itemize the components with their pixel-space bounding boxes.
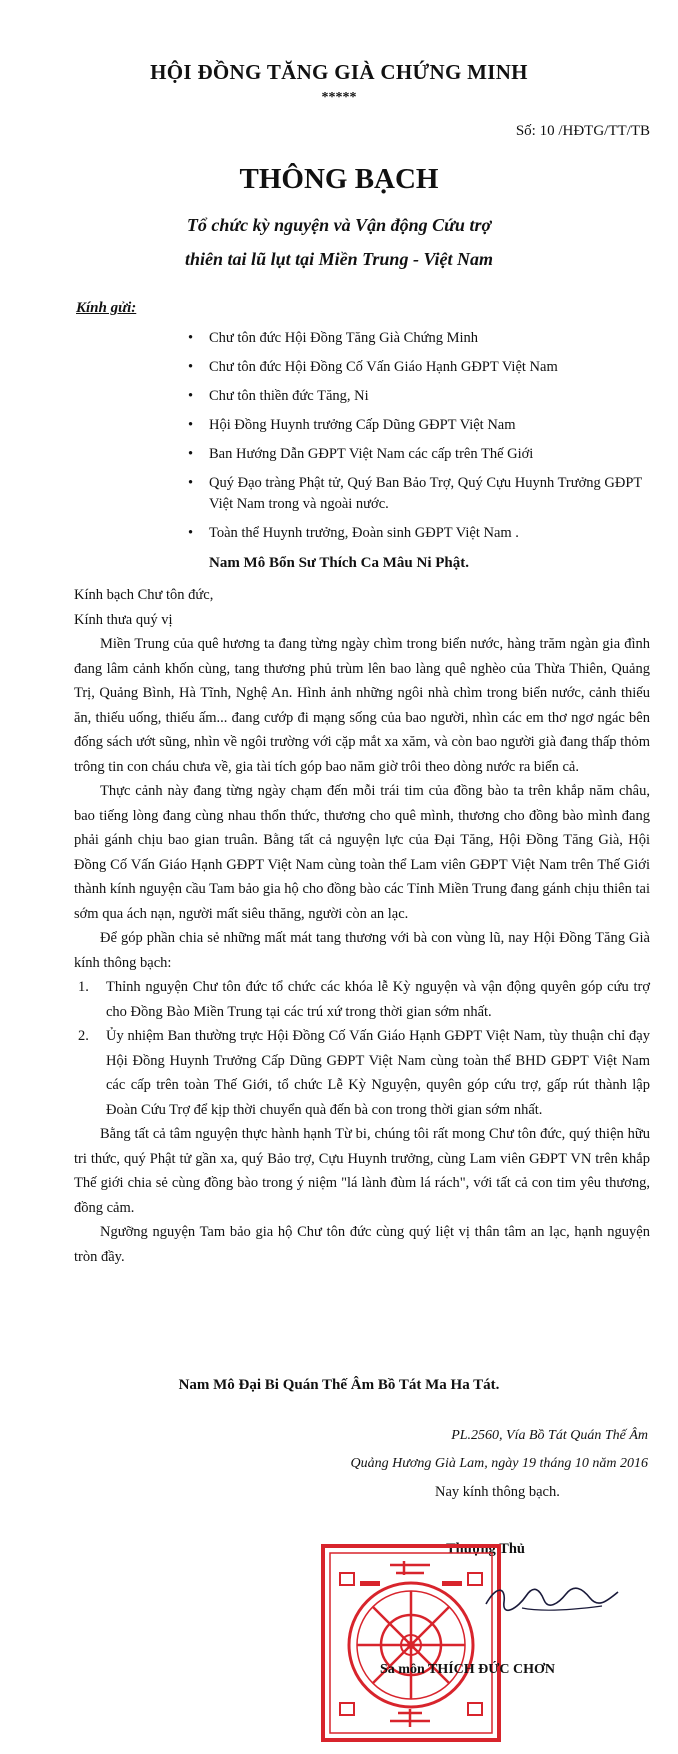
item-text: Thỉnh nguyện Chư tôn đức tổ chức các khóa lễ Kỳ nguyện và vận động quyên góp cứu trợ cho Đồng Bào Miền Trung tại các trú xứ trong thời gian sớm nhất. bbox=[106, 979, 650, 1020]
document-title: THÔNG BẠCH bbox=[239, 163, 439, 195]
document-subtitle-line1: Tổ chức kỳ nguyện và Vận động Cứu trợ bbox=[186, 215, 492, 235]
body-paragraph: Thực cảnh này đang từng ngày chạm đến mỗi trái tim của đồng bào ta trên khắp năm châu, bao tiếng lòng đang cùng nhau thổn thức, thương cho quê mình, thương cho đồng bào mình đang phải gánh chịu bao gian truân. Bằng tất cả nguyện lực của Đại Tăng, Hội Đồng Tăng Già, Hội Đồng Cố Vấn Giáo Hạnh GĐPT Việt Nam cùng toàn thể Lam viên GĐPT Việt Nam trên Thế Giới thành kính nguyện cầu Tam bảo gia hộ cho đồng bào các Tỉnh Miền Trung đang gánh chịu thiên tai sớm qua ách nạn, người mất siêu thăng, người còn an lạc. bbox=[74, 783, 650, 922]
greeting-line: Kính bạch Chư tôn đức, bbox=[74, 587, 214, 603]
body-paragraph: Bằng tất cả tâm nguyện thực hành hạnh Từ bi, chúng tôi rất mong Chư tôn đức, quý thiện hữu tri thức, quý Phật tử gần xa, quý Bảo trợ, Cựu Huynh trưởng, cùng Lam viên GĐPT VN trên khắp Thế giới chia sẻ cùng đồng bào trong ý niệm "lá lành đùm lá rách", với tất cả con tim yêu thương, đồng cảm. bbox=[74, 1126, 650, 1216]
recipient-item: • Toàn thể Huynh trưởng, Đoàn sinh GĐPT Việt Nam . bbox=[188, 523, 648, 544]
numbered-item bbox=[74, 1024, 650, 1122]
closing-note: Nay kính thông bạch. bbox=[435, 1484, 560, 1500]
numbered-list bbox=[74, 975, 650, 1122]
closing-invocation: Nam Mô Đại Bi Quán Thế Âm Bồ Tát Ma Ha Tát. bbox=[178, 1377, 500, 1393]
date-line-place: Quảng Hương Già Lam, ngày 19 tháng 10 năm 2016 bbox=[350, 1456, 648, 1471]
recipient-item: • Quý Đạo tràng Phật tử, Quý Ban Bảo Trợ, Quý Cựu Huynh Trưởng GĐPT Việt Nam trong và ngoài nước. bbox=[188, 473, 648, 515]
letter-body bbox=[74, 583, 650, 1269]
numbered-item bbox=[74, 975, 650, 1024]
item-number: 2. bbox=[78, 1028, 89, 1044]
date-line-calendar: PL.2560, Vía Bồ Tát Quán Thế Âm bbox=[451, 1428, 648, 1443]
recipients-label: Kính gửi: bbox=[76, 300, 137, 316]
body-paragraph: Miền Trung của quê hương ta đang từng ngày chìm trong biển nước, hàng trăm ngàn gia đình đang lâm cảnh khốn cùng, tang thương phủ trùm lên bao làng quê nghèo của Thừa Thiên, Quảng Trị, Quảng Bình, Hà Tĩnh, Nghệ An. Hình ảnh những ngôi nhà chìm trong biển nước, cảnh thiếu ăn, thiếu uống, thiếu ấm... đang cướp đi mạng sống của bao người, nhìn các em thơ ngơ ngác bên đống sách ướt sũng, nhìn về ngôi trường với cặp mắt xa xăm, và còn bao người già đang thấp thỏm trông tin con cháu chưa về, gia tài tích góp bao năm giờ trôi theo dòng nước ra biển cả. bbox=[74, 636, 650, 775]
red-seal-stamp bbox=[320, 1543, 502, 1743]
recipient-item: • Chư tôn đức Hội Đồng Cố Vấn Giáo Hạnh GĐPT Việt Nam bbox=[188, 357, 648, 378]
header-separator: ***** bbox=[321, 90, 357, 105]
document-subtitle-line2: thiên tai lũ lụt tại Miền Trung - Việt Nam bbox=[185, 249, 493, 269]
recipients-list bbox=[188, 328, 648, 552]
body-paragraph: Để góp phần chia sẻ những mất mát tang thương với bà con vùng lũ, nay Hội Đồng Tăng Già kính thông bạch: bbox=[74, 930, 650, 971]
handwritten-signature bbox=[482, 1578, 622, 1618]
item-text: Ủy nhiệm Ban thường trực Hội Đồng Cố Vấn Giáo Hạnh GĐPT Việt Nam, tùy thuận chỉ đạy Hội Đồng Huynh Trưởng Cấp Dũng GĐPT Việt Nam cùng toàn thể BHD GĐPT Việt Nam các cấp trên toàn Thế Giới, tổ chức Lễ Kỳ Nguyện, quyên góp cứu trợ, gấp rút thành lập Đoàn Cứu Trợ để kịp thời chuyển quà đến bà con trong thời gian sớm nhất. bbox=[106, 1028, 650, 1118]
recipient-item: • Chư tôn thiền đức Tăng, Ni bbox=[188, 386, 648, 407]
item-number: 1. bbox=[78, 979, 89, 995]
organization-header: HỘI ĐỒNG TĂNG GIÀ CHỨNG MINH bbox=[150, 60, 528, 84]
body-paragraph: Ngưỡng nguyện Tam bảo gia hộ Chư tôn đức cùng quý liệt vị thân tâm an lạc, hạnh nguyện tròn đầy. bbox=[74, 1224, 650, 1265]
recipient-item: • Ban Hướng Dẫn GĐPT Việt Nam các cấp trên Thế Giới bbox=[188, 444, 648, 465]
signer-role: Thượng Thủ bbox=[446, 1541, 525, 1557]
signer-name: Sa môn THÍCH ĐỨC CHƠN bbox=[380, 1662, 556, 1677]
document-number: Số: 10 /HĐTG/TT/TB bbox=[515, 123, 650, 139]
salutation: Nam Mô Bổn Sư Thích Ca Mâu Ni Phật. bbox=[208, 555, 469, 571]
recipient-item: • Chư tôn đức Hội Đồng Tăng Già Chứng Minh bbox=[188, 328, 648, 349]
greeting-line: Kính thưa quý vị bbox=[74, 611, 173, 628]
recipient-item: • Hội Đồng Huynh trưởng Cấp Dũng GĐPT Việt Nam bbox=[188, 415, 648, 436]
